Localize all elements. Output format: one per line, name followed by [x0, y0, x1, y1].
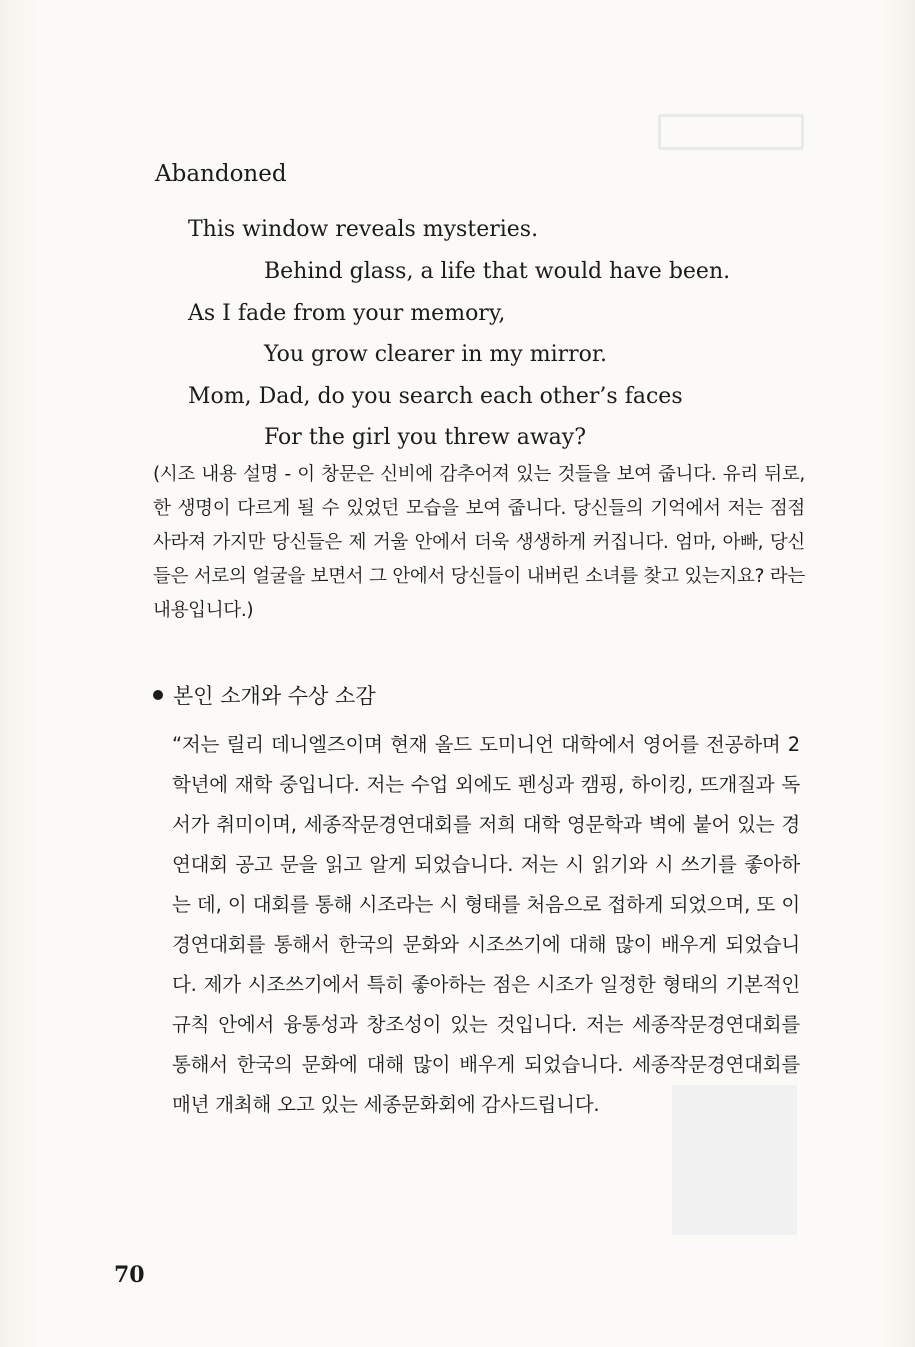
bullet-icon — [153, 690, 163, 700]
poem-line-3: As I fade from your memory, — [188, 301, 506, 326]
poem-line-5: Mom, Dad, do you search each other’s faces — [188, 384, 683, 409]
page-number: 70 — [114, 1262, 145, 1288]
poem-line-2: Behind glass, a life that would have been. — [264, 259, 731, 284]
section-heading-text: 본인 소개와 수상 소감 — [173, 684, 376, 708]
poem-line-6: For the girl you threw away? — [264, 425, 586, 450]
section-body: “저는 릴리 데니엘즈이며 현재 올드 도미니언 대학에서 영어를 전공하며 2학년에 재학 중입니다. 저는 수업 외에도 펜싱과 캠핑, 하이킹, 뜨개질과 독서가 취미이며, 세종작문경연대회를 저희 대학 영문학과 벽에 붙어 있는 경연대회 공고 문을 읽고 알게 되었습니다. 저는 시 읽기와 시 쓰기를 좋아하는 데, 이 대회를 통해 시조라는 시 형태를 처음으로 접하게 되었으며, 또 이 경연대회를 통해서 한국의 문화와 시조쓰기에 대해 많이 배우게 되었습니다. 제가 시조쓰기에서 특히 좋아하는 점은 시조가 일정한 형태의 기본적인 규칙 안에서 융통성과 창조성이 있는 것입니다. 저는 세종작문경연대회를 통해서 한국의 문화에 대해 많이 배우게 되었습니다. 세종작문경연대회를 매년 개최해 오고 있는 세종문화회에 감사드립니다. — [172, 733, 800, 1116]
poem-line-4: You grow clearer in my mirror. — [264, 342, 607, 367]
poem-explanation: (시조 내용 설명 - 이 창문은 신비에 감추어져 있는 것들을 보여 줍니다. 유리 뒤로, 한 생명이 다르게 될 수 있었던 모습을 보여 줍니다. 당신들의 기억에서 저는 점점 사라져 가지만 당신들은 제 거울 안에서 더욱 생생하게 커집니다. 엄마, 아빠, 당신들은 서로의 얼굴을 보면서 그 안에서 당신들이 내버린 소녀를 찾고 있는지요? 라는 내용입니다.) — [153, 464, 805, 621]
poem-line-1: This window reveals mysteries. — [188, 217, 539, 242]
bleed-through-label-box — [658, 114, 804, 150]
section-heading — [153, 680, 376, 710]
poem-title: Abandoned — [155, 161, 287, 187]
